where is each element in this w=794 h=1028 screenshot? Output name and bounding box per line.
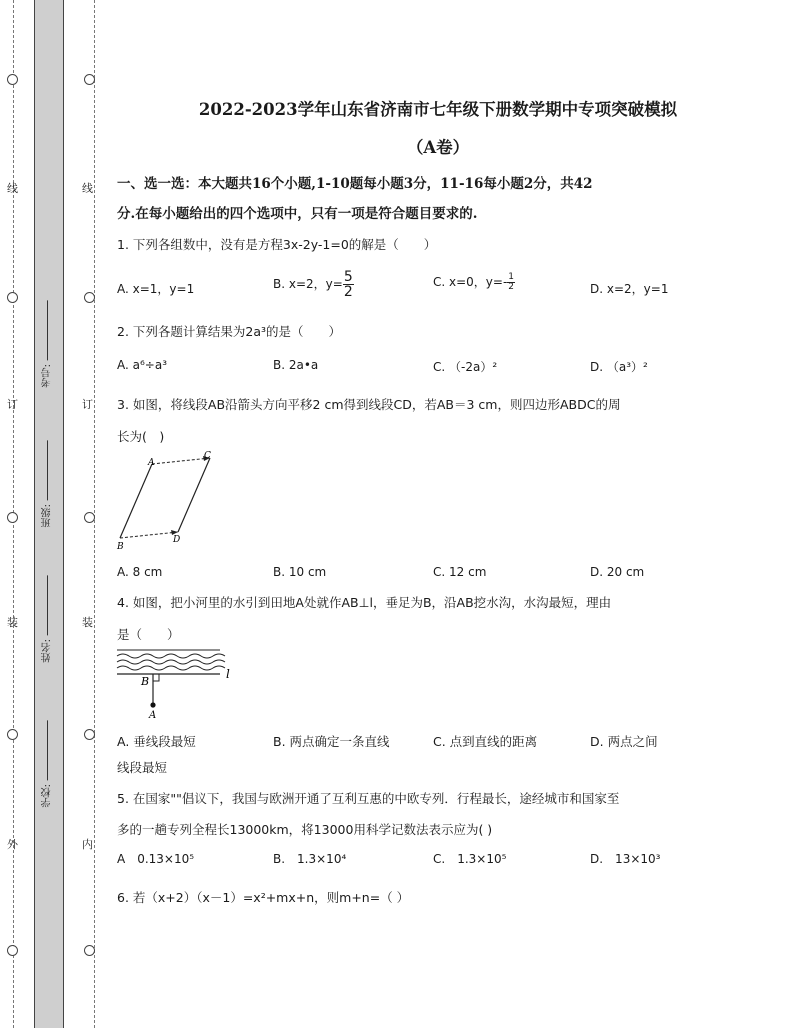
question-5-stem-cont: 多的一趟专列全程长13000km，将13000用科学记数法表示应为( ) bbox=[117, 822, 493, 837]
line-label-l: l bbox=[226, 667, 230, 681]
margin-char: 订 bbox=[7, 398, 18, 411]
river-figure bbox=[114, 648, 240, 722]
question-6-stem: 6. 若（x+2）（x－1）=x²+mx+n，则m+n=（ ） bbox=[117, 890, 410, 905]
fraction-denominator: 2 bbox=[343, 284, 353, 300]
question-4-stem: 4. 如图，把小河里的水引到田地A处就作AB⊥l，垂足为B，沿AB挖水沟，水沟最短，理由 bbox=[117, 595, 612, 610]
water-wave-icon bbox=[117, 660, 225, 664]
class-label: 班级: bbox=[42, 504, 53, 528]
margin-char: 内 bbox=[82, 838, 93, 851]
margin-char: 装 bbox=[7, 616, 18, 629]
q4-option-a: A. 垂线段最短 bbox=[117, 734, 196, 749]
q5-option-b: B. 1.3×10⁴ bbox=[273, 852, 347, 866]
fraction-numerator: 1 bbox=[508, 272, 515, 282]
school-field[interactable] bbox=[40, 720, 55, 807]
q3-option-b: B. 10 cm bbox=[273, 565, 327, 579]
water-wave-icon bbox=[117, 666, 225, 670]
question-5-stem: 5. 在国家""倡议下，我国与欧洲开通了互利互惠的中欧专列．行程最长，途经城市和国家至 bbox=[117, 791, 620, 806]
q4-option-b: B. 两点确定一条直线 bbox=[273, 734, 390, 749]
question-3-stem-cont: 长为( ) bbox=[117, 429, 165, 444]
q5-option-c: C. 1.3×10⁵ bbox=[433, 852, 507, 866]
point-a-dot bbox=[150, 702, 155, 707]
binding-hole-icon bbox=[84, 512, 95, 523]
q3-option-a: A. 8 cm bbox=[117, 565, 163, 579]
margin-char: 订 bbox=[82, 398, 93, 411]
binding-hole-icon bbox=[7, 512, 18, 523]
name-label: 姓名: bbox=[42, 639, 53, 663]
q2-option-b: B. 2a•a bbox=[273, 358, 319, 372]
margin-char: 线 bbox=[7, 182, 18, 195]
segment-cd bbox=[178, 458, 210, 532]
binding-hole-icon bbox=[84, 945, 95, 956]
point-label-b: B bbox=[117, 542, 124, 552]
question-4-stem-cont: 是（ ） bbox=[117, 627, 180, 642]
q4-option-d-cont: 线段最短 bbox=[117, 760, 168, 775]
binding-hole-icon bbox=[7, 74, 18, 85]
point-label-a: A bbox=[149, 710, 157, 721]
point-label-c: C bbox=[204, 451, 211, 461]
exam-number-field[interactable] bbox=[40, 300, 55, 387]
binding-hole-icon bbox=[7, 945, 18, 956]
water-wave-icon bbox=[117, 654, 225, 658]
q1-option-c-text: C. x=0，y=- bbox=[433, 275, 508, 289]
binding-hole-icon bbox=[7, 292, 18, 303]
page-subtitle: （A卷） bbox=[406, 138, 470, 157]
segment-bd-dashed bbox=[120, 532, 178, 538]
margin-char: 装 bbox=[82, 616, 93, 629]
binding-hole-icon bbox=[84, 292, 95, 303]
q1-option-b-text: B. x=2，y= bbox=[273, 277, 343, 291]
q4-option-d: D. 两点之间 bbox=[590, 734, 658, 749]
margin-char: 外 bbox=[7, 838, 18, 851]
right-angle-icon bbox=[153, 674, 159, 681]
class-field[interactable] bbox=[40, 440, 55, 527]
question-3-stem: 3. 如图，将线段AB沿箭头方向平移2 cm得到线段CD，若AB＝3 cm，则四边形ABDC的周 bbox=[117, 397, 621, 412]
q3-option-d: D. 20 cm bbox=[590, 565, 645, 579]
page-title: 2022-2023学年山东省济南市七年级下册数学期中专项突破模拟 bbox=[198, 100, 678, 119]
q1-option-d: D. x=2，y=1 bbox=[590, 282, 669, 296]
q5-option-a: A 0.13×10⁵ bbox=[117, 852, 195, 866]
parallelogram-figure bbox=[112, 450, 222, 555]
name-field[interactable] bbox=[40, 575, 55, 662]
fraction-numerator: 5 bbox=[343, 269, 353, 285]
exam-number-label: 考号: bbox=[42, 364, 53, 388]
school-label: 学校: bbox=[42, 784, 53, 808]
section-heading: 一、选一选：本大题共16个小题,1-10题每小题3分，11-16每小题2分，共42 bbox=[117, 176, 593, 192]
binding-hole-icon bbox=[84, 74, 95, 85]
q1-option-b bbox=[273, 270, 354, 299]
segment-ab bbox=[120, 464, 152, 538]
margin-char: 线 bbox=[82, 182, 93, 195]
q2-option-c: C. （-2a）² bbox=[433, 360, 498, 374]
q2-option-a: A. a⁶÷a³ bbox=[117, 358, 168, 372]
q1-option-c bbox=[433, 273, 515, 292]
point-label-d: D bbox=[173, 535, 181, 545]
q3-option-c: C. 12 cm bbox=[433, 565, 487, 579]
binding-hole-icon bbox=[84, 729, 95, 740]
question-1-stem: 1. 下列各组数中，没有是方程3x-2y-1=0的解是（ ） bbox=[117, 237, 437, 252]
segment-ac-dashed bbox=[152, 458, 210, 464]
q4-option-c: C. 点到直线的距离 bbox=[433, 734, 538, 749]
question-2-stem: 2. 下列各题计算结果为2a³的是（ ） bbox=[117, 324, 342, 339]
binding-hole-icon bbox=[7, 729, 18, 740]
fraction-denominator: 2 bbox=[508, 282, 515, 292]
q1-option-a: A. x=1，y=1 bbox=[117, 282, 195, 296]
q5-option-d: D. 13×10³ bbox=[590, 852, 661, 866]
point-label-a: A bbox=[148, 458, 155, 468]
section-heading-cont: 分.在每小题给出的四个选项中，只有一项是符合题目要求的. bbox=[117, 206, 478, 222]
point-label-b: B bbox=[141, 675, 150, 688]
q2-option-d: D. （a³）² bbox=[590, 360, 648, 374]
